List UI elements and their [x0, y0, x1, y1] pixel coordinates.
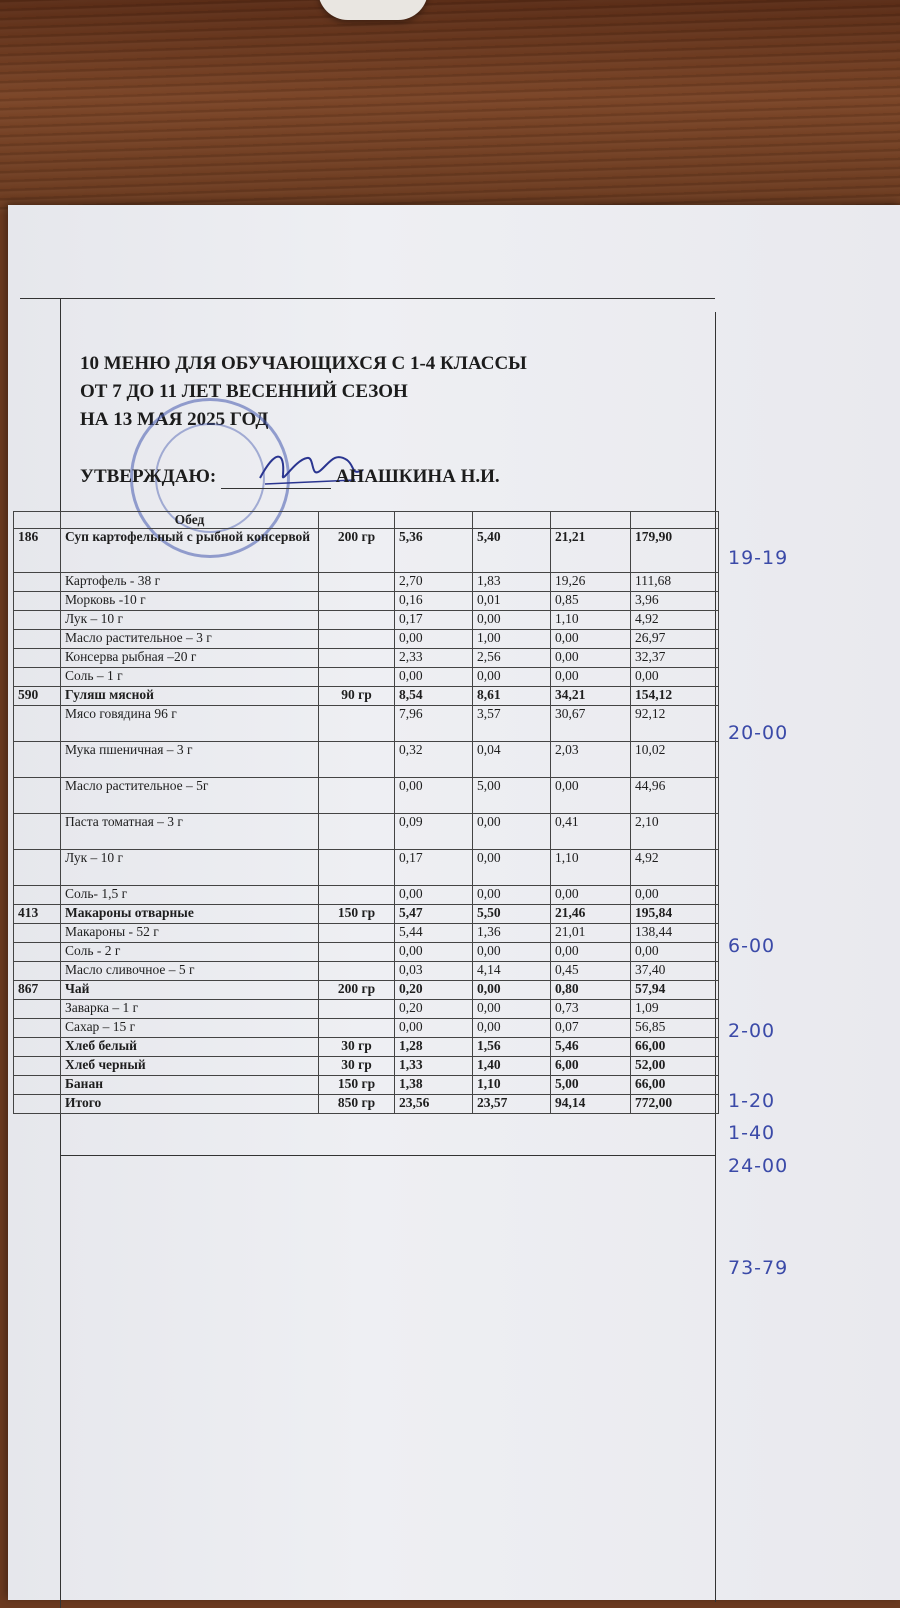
approval-label: УТВЕРЖДАЮ:	[80, 466, 217, 487]
table-row	[14, 962, 719, 981]
value-cell-1: 1,33	[395, 1057, 473, 1076]
portion-cell: 90 гр	[319, 687, 395, 706]
dish-name-cell: Соль- 1,5 г	[61, 886, 319, 905]
table-row	[14, 611, 719, 630]
dish-name-cell: Хлеб черный	[61, 1057, 319, 1076]
table-row	[14, 924, 719, 943]
portion-cell	[319, 742, 395, 778]
value-cell-4: 3,96	[631, 592, 719, 611]
value-cell-4: 0,00	[631, 886, 719, 905]
value-cell-3: 0,00	[551, 778, 631, 814]
value-cell-1: 0,09	[395, 814, 473, 850]
dish-code-cell	[14, 778, 61, 814]
value-cell-2: 1,36	[473, 924, 551, 943]
dish-name-cell: Банан	[61, 1076, 319, 1095]
dish-code-cell	[14, 668, 61, 687]
table-row	[14, 905, 719, 924]
value-cell-1: 0,00	[395, 630, 473, 649]
value-cell-4: 772,00	[631, 1095, 719, 1114]
value-cell-2: 0,00	[473, 814, 551, 850]
portion-cell	[319, 924, 395, 943]
header-col-1	[395, 512, 473, 529]
value-cell-1: 23,56	[395, 1095, 473, 1114]
table-header-row	[14, 512, 719, 529]
header-col-4	[631, 512, 719, 529]
value-cell-3: 21,46	[551, 905, 631, 924]
portion-cell: 200 гр	[319, 529, 395, 573]
value-cell-2: 8,61	[473, 687, 551, 706]
dish-name-cell: Хлеб белый	[61, 1038, 319, 1057]
value-cell-1: 0,16	[395, 592, 473, 611]
value-cell-2: 0,00	[473, 668, 551, 687]
table-row	[14, 668, 719, 687]
dish-code-cell: 186	[14, 529, 61, 573]
value-cell-2: 1,00	[473, 630, 551, 649]
value-cell-1: 0,03	[395, 962, 473, 981]
dish-code-cell	[14, 1000, 61, 1019]
dish-code-cell	[14, 611, 61, 630]
value-cell-3: 94,14	[551, 1095, 631, 1114]
dish-code-cell	[14, 1019, 61, 1038]
table-row	[14, 529, 719, 573]
dish-name-cell: Соль – 1 г	[61, 668, 319, 687]
value-cell-4: 66,00	[631, 1076, 719, 1095]
table-row	[14, 778, 719, 814]
value-cell-4: 92,12	[631, 706, 719, 742]
dish-code-cell	[14, 1095, 61, 1114]
value-cell-2: 0,00	[473, 1019, 551, 1038]
portion-cell	[319, 611, 395, 630]
header-col-2	[473, 512, 551, 529]
dish-name-cell: Соль - 2 г	[61, 943, 319, 962]
signature-underline	[221, 466, 331, 489]
value-cell-2: 5,50	[473, 905, 551, 924]
value-cell-2: 4,14	[473, 962, 551, 981]
value-cell-3: 0,85	[551, 592, 631, 611]
portion-cell: 150 гр	[319, 905, 395, 924]
table-row	[14, 1019, 719, 1038]
portion-cell: 850 гр	[319, 1095, 395, 1114]
value-cell-1: 0,00	[395, 668, 473, 687]
table-row	[14, 573, 719, 592]
value-cell-2: 0,00	[473, 611, 551, 630]
heading-line-3: НА 13 МАЯ 2025 ГОД	[80, 409, 269, 430]
value-cell-3: 5,00	[551, 1076, 631, 1095]
dish-code-cell	[14, 943, 61, 962]
dish-name-cell: Лук – 10 г	[61, 611, 319, 630]
value-cell-2: 0,01	[473, 592, 551, 611]
dish-code-cell	[14, 742, 61, 778]
table-row	[14, 706, 719, 742]
dish-name-cell: Мясо говядина 96 г	[61, 706, 319, 742]
portion-cell	[319, 706, 395, 742]
value-cell-3: 30,67	[551, 706, 631, 742]
dish-code-cell	[14, 1038, 61, 1057]
dish-code-cell	[14, 886, 61, 905]
value-cell-4: 44,96	[631, 778, 719, 814]
value-cell-4: 2,10	[631, 814, 719, 850]
dish-name-cell: Масло растительное – 5г	[61, 778, 319, 814]
portion-cell	[319, 962, 395, 981]
table-row	[14, 814, 719, 850]
approval-name: АНАШКИНА Н.И.	[335, 466, 500, 487]
value-cell-4: 52,00	[631, 1057, 719, 1076]
dish-code-cell: 413	[14, 905, 61, 924]
table-row	[14, 742, 719, 778]
handwritten-price-note: 6-00	[728, 935, 776, 957]
value-cell-4: 10,02	[631, 742, 719, 778]
dish-code-cell	[14, 573, 61, 592]
value-cell-3: 1,10	[551, 611, 631, 630]
value-cell-2: 0,00	[473, 981, 551, 1000]
value-cell-1: 0,32	[395, 742, 473, 778]
header-portion-cell	[319, 512, 395, 529]
portion-cell: 30 гр	[319, 1057, 395, 1076]
value-cell-4: 0,00	[631, 943, 719, 962]
value-cell-3: 0,00	[551, 668, 631, 687]
table-row	[14, 943, 719, 962]
table-row	[14, 1076, 719, 1095]
value-cell-2: 0,00	[473, 850, 551, 886]
dish-name-cell: Масло растительное – 3 г	[61, 630, 319, 649]
table-row	[14, 850, 719, 886]
portion-cell	[319, 592, 395, 611]
value-cell-1: 0,20	[395, 981, 473, 1000]
value-cell-2: 1,40	[473, 1057, 551, 1076]
table-row	[14, 1095, 719, 1114]
handwritten-price-note: 1-20	[728, 1090, 776, 1112]
portion-cell	[319, 814, 395, 850]
value-cell-4: 37,40	[631, 962, 719, 981]
portion-cell	[319, 649, 395, 668]
heading-line-1: 10 МЕНЮ ДЛЯ ОБУЧАЮЩИХСЯ С 1-4 КЛАССЫ	[80, 353, 527, 374]
approval-line	[80, 466, 500, 489]
value-cell-4: 66,00	[631, 1038, 719, 1057]
value-cell-2: 0,00	[473, 886, 551, 905]
value-cell-3: 5,46	[551, 1038, 631, 1057]
table-row	[14, 1038, 719, 1057]
value-cell-3: 0,45	[551, 962, 631, 981]
portion-cell	[319, 850, 395, 886]
dish-code-cell	[14, 1057, 61, 1076]
value-cell-3: 0,07	[551, 1019, 631, 1038]
dish-code-cell	[14, 630, 61, 649]
value-cell-4: 179,90	[631, 529, 719, 573]
dish-code-cell	[14, 924, 61, 943]
handwritten-price-note: 19-19	[728, 547, 789, 569]
value-cell-1: 0,00	[395, 778, 473, 814]
portion-cell: 150 гр	[319, 1076, 395, 1095]
value-cell-2: 0,00	[473, 1000, 551, 1019]
portion-cell	[319, 943, 395, 962]
value-cell-3: 0,00	[551, 630, 631, 649]
value-cell-3: 21,01	[551, 924, 631, 943]
dish-code-cell	[14, 649, 61, 668]
dish-name-cell: Макароны - 52 г	[61, 924, 319, 943]
value-cell-2: 5,00	[473, 778, 551, 814]
dish-code-cell	[14, 814, 61, 850]
dish-code-cell: 867	[14, 981, 61, 1000]
value-cell-3: 0,41	[551, 814, 631, 850]
dish-name-cell: Итого	[61, 1095, 319, 1114]
dish-name-cell: Паста томатная – 3 г	[61, 814, 319, 850]
value-cell-4: 1,09	[631, 1000, 719, 1019]
frame-top-line	[20, 298, 715, 299]
dish-name-cell: Масло сливочное – 5 г	[61, 962, 319, 981]
handwritten-price-note: 20-00	[728, 722, 789, 744]
value-cell-3: 0,80	[551, 981, 631, 1000]
value-cell-4: 26,97	[631, 630, 719, 649]
heading-line-2: ОТ 7 ДО 11 ЛЕТ ВЕСЕННИЙ СЕЗОН	[80, 381, 408, 402]
value-cell-2: 0,04	[473, 742, 551, 778]
portion-cell	[319, 573, 395, 592]
value-cell-4: 111,68	[631, 573, 719, 592]
value-cell-1: 7,96	[395, 706, 473, 742]
dish-name-cell: Консерва рыбная –20 г	[61, 649, 319, 668]
dish-code-cell	[14, 706, 61, 742]
value-cell-2: 23,57	[473, 1095, 551, 1114]
value-cell-4: 4,92	[631, 611, 719, 630]
dish-name-cell: Морковь -10 г	[61, 592, 319, 611]
portion-cell	[319, 1019, 395, 1038]
value-cell-4: 154,12	[631, 687, 719, 706]
value-cell-3: 19,26	[551, 573, 631, 592]
value-cell-3: 34,21	[551, 687, 631, 706]
dish-name-cell: Чай	[61, 981, 319, 1000]
value-cell-3: 6,00	[551, 1057, 631, 1076]
value-cell-4: 138,44	[631, 924, 719, 943]
dish-name-cell: Мука пшеничная – 3 г	[61, 742, 319, 778]
value-cell-1: 1,28	[395, 1038, 473, 1057]
portion-cell	[319, 778, 395, 814]
value-cell-1: 2,70	[395, 573, 473, 592]
value-cell-2: 3,57	[473, 706, 551, 742]
table-row	[14, 592, 719, 611]
value-cell-1: 5,44	[395, 924, 473, 943]
header-code-cell	[14, 512, 61, 529]
dish-name-cell: Макароны отварные	[61, 905, 319, 924]
value-cell-1: 5,47	[395, 905, 473, 924]
value-cell-1: 0,17	[395, 850, 473, 886]
dish-name-cell: Лук – 10 г	[61, 850, 319, 886]
dish-name-cell: Гуляш мясной	[61, 687, 319, 706]
value-cell-3: 21,21	[551, 529, 631, 573]
value-cell-4: 0,00	[631, 668, 719, 687]
value-cell-1: 0,00	[395, 886, 473, 905]
dish-code-cell	[14, 592, 61, 611]
table-row	[14, 886, 719, 905]
value-cell-3: 0,00	[551, 649, 631, 668]
value-cell-2: 1,83	[473, 573, 551, 592]
value-cell-3: 0,00	[551, 943, 631, 962]
table-row	[14, 687, 719, 706]
value-cell-1: 0,00	[395, 943, 473, 962]
handwritten-price-note: 24-00	[728, 1155, 789, 1177]
dish-code-cell	[14, 962, 61, 981]
value-cell-2: 5,40	[473, 529, 551, 573]
value-cell-1: 8,54	[395, 687, 473, 706]
handwritten-price-note: 73-79	[728, 1257, 789, 1279]
value-cell-1: 0,17	[395, 611, 473, 630]
table-row	[14, 1000, 719, 1019]
value-cell-3: 1,10	[551, 850, 631, 886]
portion-cell: 30 гр	[319, 1038, 395, 1057]
dish-name-cell: Заварка – 1 г	[61, 1000, 319, 1019]
value-cell-2: 1,56	[473, 1038, 551, 1057]
value-cell-3: 2,03	[551, 742, 631, 778]
dish-code-cell	[14, 1076, 61, 1095]
value-cell-4: 57,94	[631, 981, 719, 1000]
value-cell-2: 1,10	[473, 1076, 551, 1095]
menu-table-body	[14, 512, 719, 1114]
handwritten-price-note: 1-40	[728, 1122, 776, 1144]
value-cell-1: 5,36	[395, 529, 473, 573]
dish-name-cell: Сахар – 15 г	[61, 1019, 319, 1038]
value-cell-2: 2,56	[473, 649, 551, 668]
value-cell-3: 0,00	[551, 886, 631, 905]
value-cell-1: 2,33	[395, 649, 473, 668]
dish-code-cell	[14, 850, 61, 886]
value-cell-1: 1,38	[395, 1076, 473, 1095]
wooden-table-background	[0, 0, 900, 215]
table-row	[14, 981, 719, 1000]
value-cell-3: 0,73	[551, 1000, 631, 1019]
table-row	[14, 649, 719, 668]
value-cell-4: 195,84	[631, 905, 719, 924]
value-cell-4: 4,92	[631, 850, 719, 886]
portion-cell: 200 гр	[319, 981, 395, 1000]
value-cell-2: 0,00	[473, 943, 551, 962]
table-row	[14, 1057, 719, 1076]
handwritten-price-note: 2-00	[728, 1020, 776, 1042]
value-cell-1: 0,00	[395, 1019, 473, 1038]
value-cell-4: 56,85	[631, 1019, 719, 1038]
dish-name-cell: Суп картофельный с рыбной консервой	[61, 529, 319, 573]
value-cell-1: 0,20	[395, 1000, 473, 1019]
dish-code-cell: 590	[14, 687, 61, 706]
menu-heading	[80, 350, 527, 434]
header-meal-cell: Обед	[61, 512, 319, 529]
header-col-3	[551, 512, 631, 529]
frame-bottom-line	[60, 1155, 715, 1156]
menu-table	[13, 511, 719, 1114]
portion-cell	[319, 630, 395, 649]
table-row	[14, 630, 719, 649]
portion-cell	[319, 886, 395, 905]
value-cell-4: 32,37	[631, 649, 719, 668]
portion-cell	[319, 1000, 395, 1019]
dish-name-cell: Картофель - 38 г	[61, 573, 319, 592]
portion-cell	[319, 668, 395, 687]
